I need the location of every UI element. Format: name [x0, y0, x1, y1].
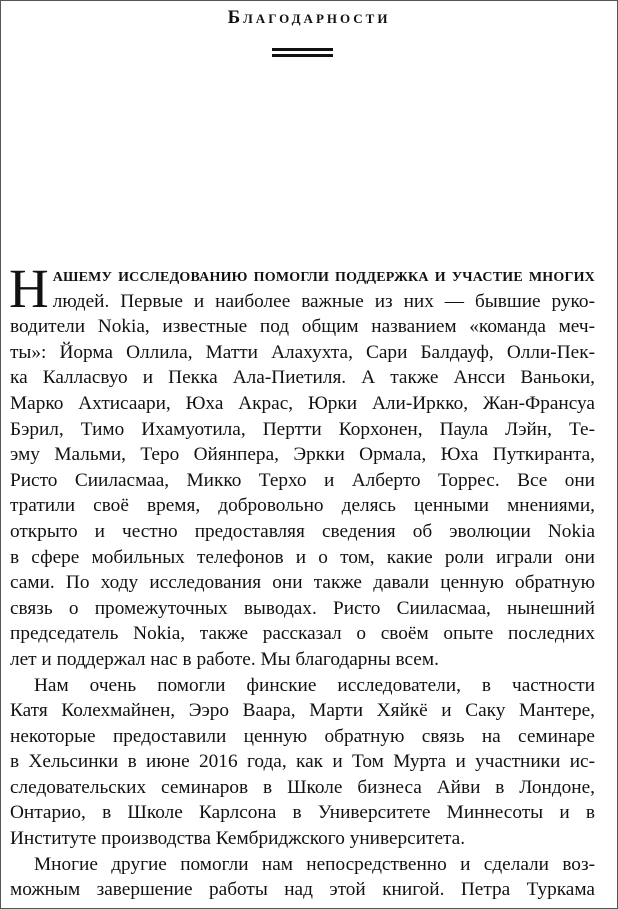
text-line: следовательских семинаров в Школе бизнеса Айви в Лондоне, — [10, 776, 595, 798]
lead-line: ашему исследованию помогли поддержка и участие многих — [52, 265, 595, 286]
text-line: Катя Колехмайнен, Ээро Ваара, Марти Хяйкё и Саку Мантере, — [10, 700, 595, 722]
text-line: некоторые предоставили ценную обратную связь на семинаре — [10, 725, 595, 747]
title-rule-bottom — [272, 54, 333, 57]
paragraph-3 — [10, 852, 595, 903]
title-rule-top — [272, 48, 333, 51]
paragraph-2 — [10, 673, 595, 852]
chapter-title: Благодарности — [227, 7, 391, 28]
text-line: Многие другие помогли нам непосредственно и сделали воз- — [34, 853, 595, 875]
text-line: ка Калласвуо и Пекка Ала-Пиетиля. А также Ансси Ваньоки, — [10, 367, 595, 389]
text-line: тратили своё время, добровольно делясь ценными мнениями, — [10, 495, 595, 517]
text-line: можным завершение работы над этой книгой. Петра Туркама — [10, 879, 595, 901]
text-line: Марко Ахтисаари, Юха Акрас, Юрки Али-Иркко, Жан-Франсуа — [10, 392, 595, 414]
text-line: Онтарио, в Школе Карлсона в Университете Миннесоты и в — [10, 802, 595, 824]
text-line: Бэрил, Тимо Ихамуотила, Пертти Корхонен, Паула Лэйн, Те- — [10, 418, 595, 440]
text-line: водители Nokia, известные под общим названием «команда меч- — [10, 316, 595, 338]
text-line: ты»: Йорма Оллила, Матти Алахухта, Сари Балдауф, Олли-Пек- — [10, 341, 595, 363]
drop-cap: Н — [9, 258, 49, 319]
text-line: эму Мальми, Теро Ойянпера, Эркки Ормала, Юха Путкиранта, — [10, 444, 595, 466]
body-text — [9, 258, 595, 903]
text-line: в сфере мобильных телефонов и о том, какие роли играли они — [10, 546, 595, 568]
text-line: Институте производства Кембриджского университета. — [10, 828, 466, 850]
text-line: Нам очень помогли финские исследователи, в частности — [34, 674, 595, 696]
text-line: лет и поддержал нас в работе. Мы благодарны всем. — [10, 648, 439, 670]
text-line: сами. По ходу исследования они также давали ценную обратную — [10, 572, 595, 594]
text-line: открыто и честно предоставляя сведения об эволюции Nokia — [10, 520, 595, 542]
text-line: людей. Первые и наиболее важные из них — бывшие руко- — [52, 290, 595, 312]
text-line: связь о промежуточных выводах. Ристо Сииласмаа, нынешний — [10, 597, 595, 619]
text-line: в Хельсинки в июне 2016 года, как и Том Мурта и участники ис- — [10, 751, 595, 773]
text-line: Ристо Сииласмаа, Микко Терхо и Алберто Торрес. Все они — [10, 469, 595, 491]
paragraph-1 — [9, 258, 595, 673]
text-line: председатель Nokia, также рассказал о своём опыте последних — [10, 623, 595, 645]
